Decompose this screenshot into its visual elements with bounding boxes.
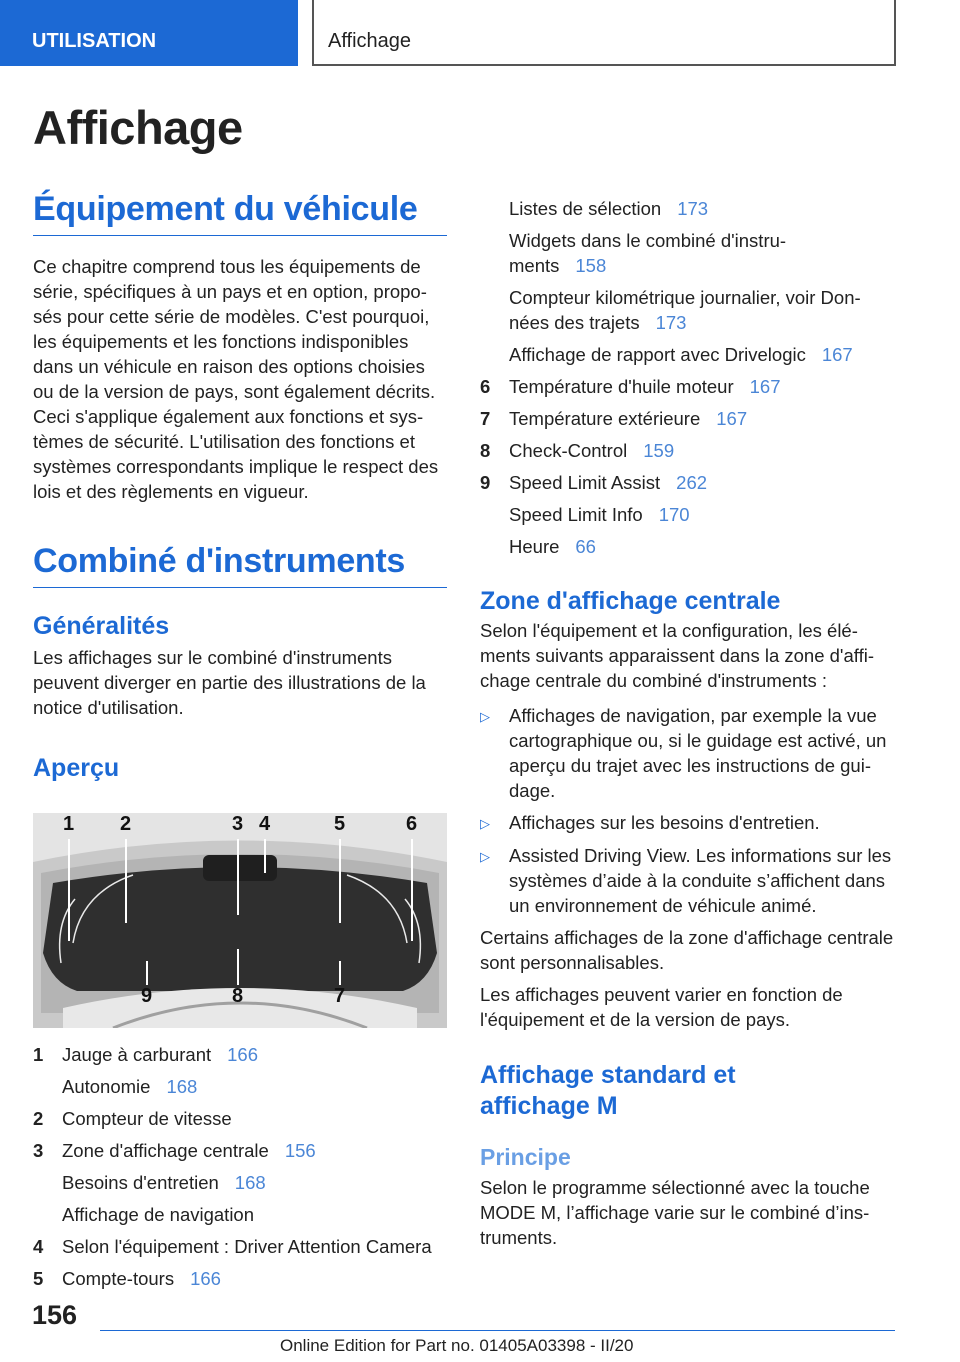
legend-list-right xyxy=(480,196,900,559)
legend-item: Listes de sélection 173 xyxy=(509,198,709,219)
right-column xyxy=(480,196,900,1250)
page-reference-link[interactable]: 168 xyxy=(166,1076,198,1097)
legend-item: Affichage de navigation xyxy=(62,1204,255,1225)
legend-item: Autonomie 168 xyxy=(62,1076,198,1097)
central-display-note-2: Les affichages peuvent varier en fonction de l'équipement et de la version de pays. xyxy=(480,984,843,1030)
section-heading-instrument-cluster: Combiné d'instruments xyxy=(33,542,447,588)
triangle-bullet-icon: ▷ xyxy=(480,709,490,724)
figure-label-1: 1 xyxy=(63,813,75,835)
figure-label-6: 6 xyxy=(406,813,418,835)
header-chapter-title: Affichage xyxy=(312,0,896,66)
bullet-item: ▷ Affichages sur les besoins d'entretien. xyxy=(480,810,900,836)
legend-item: 9 Speed Limit Assist 262 xyxy=(480,472,708,493)
triangle-bullet-icon: ▷ xyxy=(480,849,490,864)
footer-divider xyxy=(100,1330,895,1331)
figure-label-3: 3 xyxy=(232,813,244,835)
page-reference-link[interactable]: 166 xyxy=(190,1268,221,1289)
legend-item: Compteur kilométrique journalier, voir Données des trajets 173 xyxy=(509,287,861,333)
figure-label-9: 9 xyxy=(141,985,153,1007)
legend-item: 8 Check-Control 159 xyxy=(480,440,675,461)
page-reference-link[interactable]: 156 xyxy=(284,1140,316,1161)
footer-edition: Online Edition for Part no. 01405A03398 - II/20 xyxy=(280,1336,634,1355)
page-number: 156 xyxy=(32,1300,78,1330)
legend-item: 6 Température d'huile moteur 167 xyxy=(480,376,781,397)
page-reference-link[interactable]: 173 xyxy=(655,312,687,333)
subheading-overview: Aperçu xyxy=(33,754,120,782)
central-display-intro: Selon l'équipement et la configuration, les éléments suivants apparaissent dans la zone d'affichage centrale du combiné d'instruments : xyxy=(480,620,874,691)
principle-paragraph: Selon le programme sélectionné avec la touche MODE M, l’affichage varie sur le combiné d’instruments. xyxy=(480,1177,870,1248)
page-reference-link[interactable]: 158 xyxy=(575,255,607,276)
legend-item: Affichage de rapport avec Drivelogic 167 xyxy=(509,344,853,365)
page-reference-link[interactable]: 166 xyxy=(227,1044,259,1065)
legend-item: 1 Jauge à carburant 166 xyxy=(33,1044,259,1065)
legend-item: Heure 66 xyxy=(509,536,596,557)
general-paragraph: Les affichages sur le combiné d'instruments peuvent diverger en partie des illustrations de la notice d'utilisation. xyxy=(33,647,426,718)
figure-label-8: 8 xyxy=(232,985,244,1007)
subheading-general: Généralités xyxy=(33,612,170,640)
page-reference-link[interactable]: 170 xyxy=(658,504,690,525)
subheading-standard-m-display: Affichage standard et affichage M xyxy=(480,1061,736,1120)
central-display-note-1: Certains affichages de la zone d'affichage centrale sont personnalisables. xyxy=(480,927,894,973)
left-column xyxy=(33,190,447,1298)
legend-list-left xyxy=(33,1042,447,1291)
legend-item: Speed Limit Info 170 xyxy=(509,504,690,525)
page-reference-link[interactable]: 167 xyxy=(749,376,781,397)
bullet-item: ▷ Affichages de navigation, par exemple la vue cartographique ou, si le guidage est activé, un aperçu du trajet avec les instructions de guidage. xyxy=(480,705,887,801)
subheading-principle: Principe xyxy=(480,1144,571,1170)
legend-item: 2 Compteur de vitesse xyxy=(33,1108,232,1129)
page-reference-link[interactable]: 167 xyxy=(821,344,853,365)
page-reference-link[interactable]: 173 xyxy=(677,198,709,219)
page-reference-link[interactable]: 159 xyxy=(643,440,675,461)
legend-item: 7 Température extérieure 167 xyxy=(480,408,748,429)
figure-label-4: 4 xyxy=(259,813,271,835)
figure-label-5: 5 xyxy=(334,813,346,835)
page-reference-link[interactable]: 168 xyxy=(234,1172,266,1193)
equipment-paragraph: Ce chapitre comprend tous les équipements de série, spécifiques à un pays et en option, proposés pour cette série de modèles. C'est pourquoi, les équipements et les fonctions indisponibles dans un véhicule en raison des options choisies ou de la version de pays, sont également décrits. Ceci s'applique également aux fonctions et systèmes de sécurité. L'utilisation des fonctions et systèmes correspondants implique le respect des lois et des règlements en vigueur. xyxy=(33,256,439,502)
page-reference-link[interactable]: 66 xyxy=(575,536,596,557)
triangle-bullet-icon: ▷ xyxy=(480,816,490,831)
instrument-cluster-figure xyxy=(33,813,447,1028)
figure-label-7: 7 xyxy=(334,985,346,1007)
page-reference-link[interactable]: 262 xyxy=(676,472,708,493)
page-title: Affichage xyxy=(33,101,243,154)
page-reference-link[interactable]: 167 xyxy=(716,408,748,429)
legend-item: 3 Zone d'affichage centrale 156 xyxy=(33,1140,316,1161)
legend-item: Besoins d'entretien 168 xyxy=(62,1172,266,1193)
subheading-central-display: Zone d'affichage centrale xyxy=(480,587,781,615)
legend-item: Widgets dans le combiné d'instruments 158 xyxy=(509,230,787,276)
section-heading-equipment: Équipement du véhicule xyxy=(33,190,447,236)
header-section-tab: UTILISATION xyxy=(0,0,298,66)
legend-item: 4 Selon l'équipement : Driver Attention Camera xyxy=(33,1236,432,1257)
figure-label-2: 2 xyxy=(120,813,132,835)
bullet-item: ▷ Assisted Driving View. Les informations sur les systèmes d’aide à la conduite s’affichent dans un environnement de véhicule animé. xyxy=(480,845,892,916)
legend-item: 5 Compte-tours 166 xyxy=(33,1268,221,1289)
